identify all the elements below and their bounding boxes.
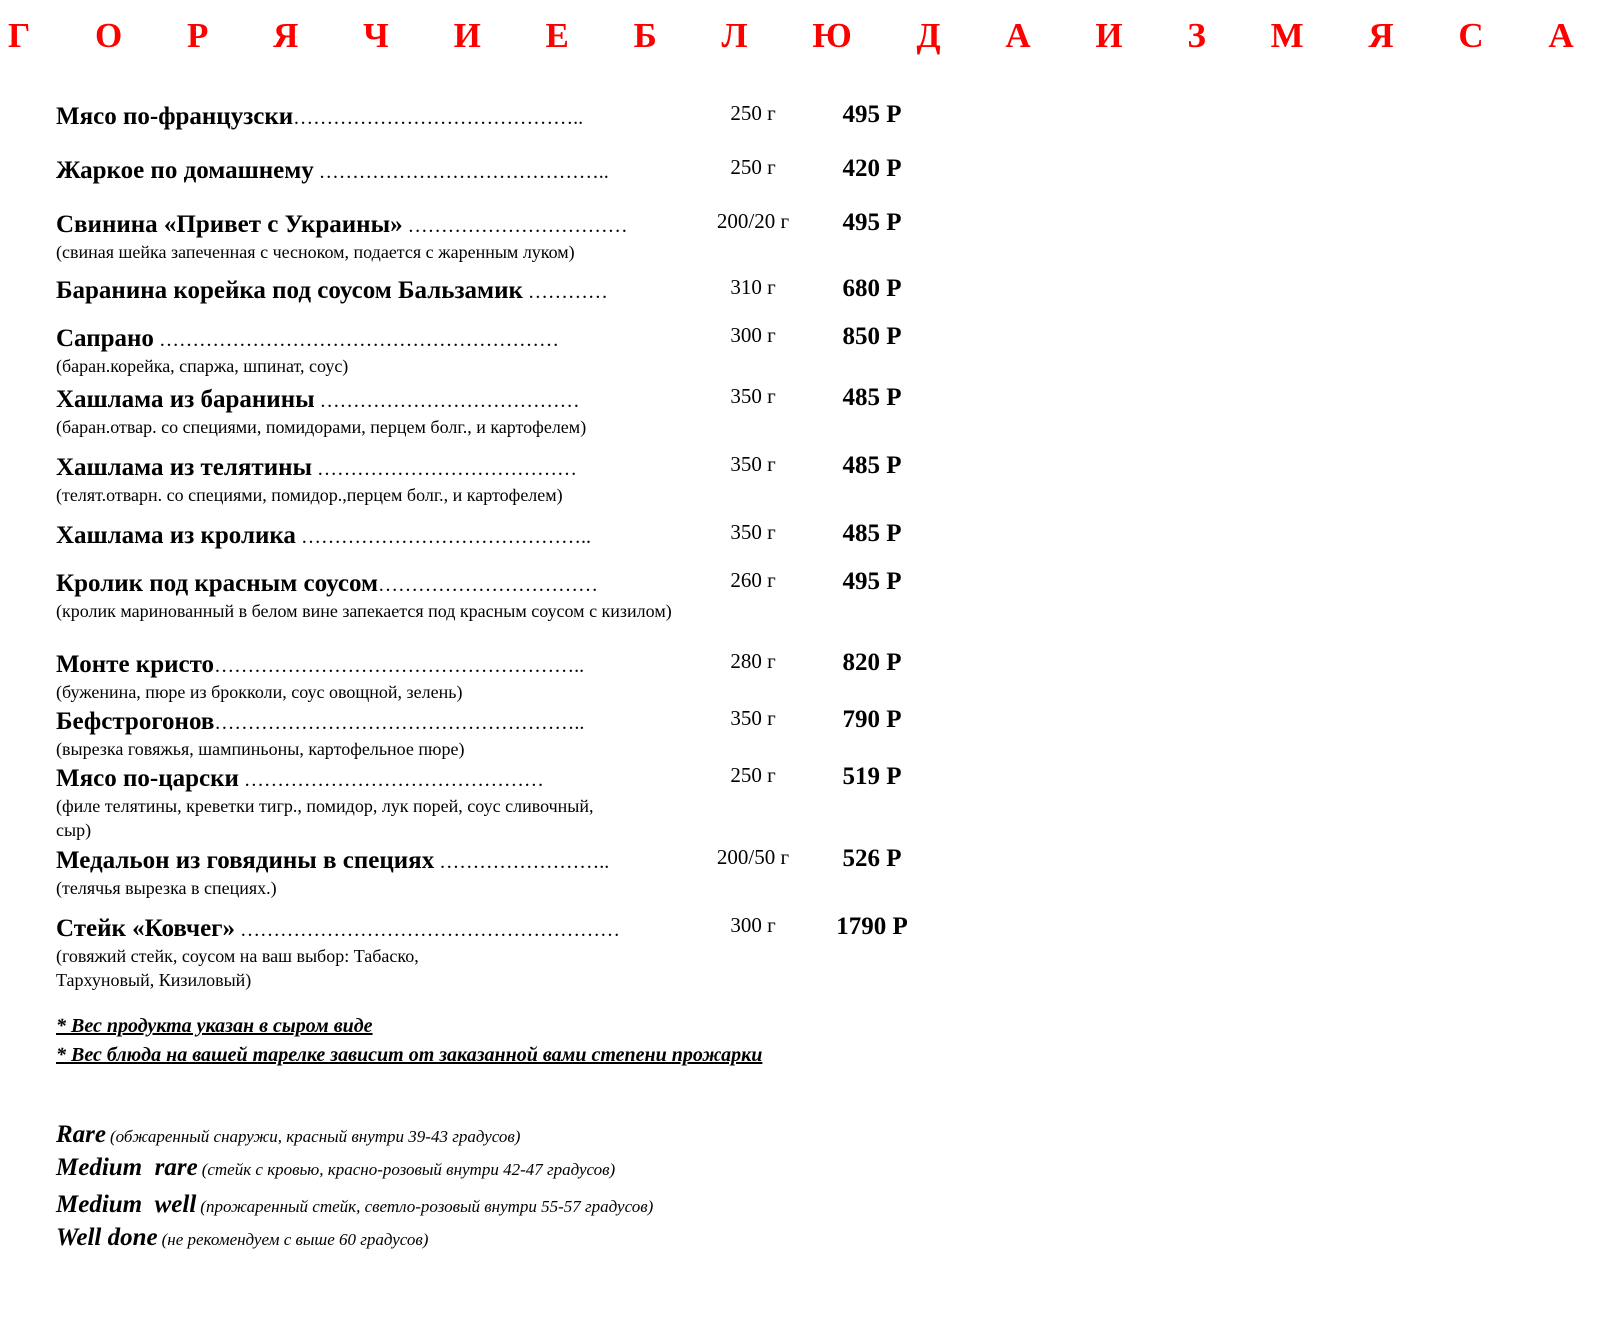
item-name-text: Жаркое по домашнему (56, 157, 314, 184)
item-description: (вырезка говяжья, шампиньоны, картофельное пюре) (56, 739, 465, 759)
item-name-text: Мясо по-царски (56, 765, 239, 792)
item-name-text: Баранина корейка под соусом Бальзамик (56, 277, 523, 304)
item-name (56, 569, 696, 600)
item-name (56, 210, 696, 241)
item-weight: 300 г (730, 323, 776, 347)
item-weight: 260 г (730, 568, 776, 592)
item-name (56, 102, 696, 133)
item-price: 495 Р (842, 101, 902, 128)
doneness-well-done (56, 1224, 916, 1252)
item-price: 485 Р (842, 520, 902, 547)
doneness-rare (56, 1121, 916, 1149)
item-weight: 350 г (730, 384, 776, 408)
item-weight: 310 г (730, 275, 776, 299)
item-description: (телячья вырезка в специях.) (56, 878, 277, 898)
item-price: 820 Р (842, 649, 902, 676)
item-name (56, 156, 696, 187)
item-price: 1790 Р (836, 913, 908, 940)
item-price: 850 Р (842, 323, 902, 350)
note-raw-weight: * Вес продукта указан в сыром виде (56, 1015, 373, 1037)
item-name-text: Хашлама из баранины (56, 386, 315, 413)
leader-dots: …………………………………………………… (153, 329, 559, 351)
doneness-medium-well (56, 1191, 916, 1219)
item-price: 680 Р (842, 275, 902, 302)
doneness-term: Rare (56, 1121, 106, 1148)
item-weight: 280 г (730, 649, 776, 673)
item-weight: 250 г (730, 155, 776, 179)
doneness-description: (прожаренный стейк, светло-розовый внутри 55-57 градусов) (200, 1197, 654, 1216)
item-name-text: Хашлама из кролика (56, 522, 296, 549)
item-description: (говяжий стейк, соусом на ваш выбор: Табаско, Тархуновый, Кизиловый) (56, 946, 419, 990)
leader-dots: ……………………………………………….. (214, 655, 585, 677)
leader-dots: ………………………………… (312, 458, 578, 480)
doneness-term: Medium well (56, 1191, 197, 1218)
item-price: 526 Р (842, 845, 902, 872)
item-weight: 350 г (730, 520, 776, 544)
note-plate-weight: * Вес блюда на вашей тарелке зависит от заказанной вами степени прожарки (56, 1044, 763, 1066)
leader-dots: ………………………………………………… (235, 919, 621, 941)
item-description: (свиная шейка запеченная с чесноком, подается с жаренным луком) (56, 242, 575, 262)
item-price: 485 Р (842, 384, 902, 411)
item-description: (баран.отвар. со специями, помидорами, перцем болг., и картофелем) (56, 417, 587, 437)
item-weight: 350 г (730, 706, 776, 730)
item-name (56, 914, 696, 945)
doneness-description: (не рекомендуем с выше 60 градусов) (161, 1230, 429, 1249)
notes-block (56, 1012, 856, 1070)
doneness-term: Medium rare (56, 1154, 198, 1181)
item-price: 790 Р (842, 706, 902, 733)
doneness-medium-rare (56, 1154, 916, 1182)
page-title: Г О Р Я Ч И Е Б Л Ю Д А И З М Я С А (8, 16, 1602, 55)
item-name (56, 707, 696, 738)
leader-dots: …………………………………….. (313, 161, 609, 183)
item-name (56, 324, 696, 355)
item-weight: 250 г (730, 763, 776, 787)
item-description: (буженина, пюре из брокколи, соус овощной, зелень) (56, 682, 463, 702)
leader-dots: ……………………………………… (238, 769, 544, 791)
doneness-term: Well done (56, 1224, 158, 1251)
leader-dots: …………………….. (434, 851, 610, 873)
item-name-text: Мясо по-французски (56, 103, 294, 130)
item-price: 485 Р (842, 452, 902, 479)
item-price: 420 Р (842, 155, 902, 182)
item-weight: 350 г (730, 452, 776, 476)
item-name (56, 453, 696, 484)
doneness-description: (стейк с кровью, красно-розовый внутри 42-47 градусов) (201, 1160, 616, 1179)
item-price: 519 Р (842, 763, 902, 790)
item-name (56, 650, 696, 681)
item-weight: 200/20 г (716, 209, 790, 233)
leader-dots: ………… (522, 281, 608, 303)
leader-dots: …………………………… (378, 574, 598, 596)
item-description: (телят.отварн. со специями, помидор.,перцем болг., и картофелем) (56, 485, 563, 505)
leader-dots: …………………………… (402, 215, 628, 237)
leader-dots: ………………………………… (314, 390, 580, 412)
item-name (56, 521, 696, 552)
item-weight: 300 г (730, 913, 776, 937)
leader-dots: …………………………………….. (295, 526, 591, 548)
item-description: (кролик маринованный в белом вине запекается под красным соусом с кизилом) (56, 601, 672, 621)
item-name-text: Кролик под красным соусом (56, 570, 378, 597)
leader-dots: ……………………………………………….. (214, 712, 585, 734)
item-name-text: Медальон из говядины в специях (56, 847, 435, 874)
item-price: 495 Р (842, 209, 902, 236)
item-description: (баран.корейка, спаржа, шпинат, соус) (56, 356, 349, 376)
item-name-text: Бефстрогонов (56, 708, 215, 735)
item-name (56, 385, 696, 416)
item-description: (филе телятины, креветки тигр., помидор, лук порей, соус сливочный, сыр) (56, 796, 594, 840)
item-name-text: Хашлама из телятины (56, 454, 313, 481)
item-name-text: Стейк «Ковчег» (56, 915, 236, 942)
item-name (56, 276, 696, 307)
item-name-text: Сапрано (56, 325, 154, 352)
doneness-description: (обжаренный снаружи, красный внутри 39-43 градусов) (110, 1127, 521, 1146)
item-name (56, 846, 696, 877)
item-name (56, 764, 696, 795)
item-weight: 200/50 г (716, 845, 790, 869)
item-name-text: Свинина «Привет с Украины» (56, 211, 403, 238)
item-name-text: Монте кристо (56, 651, 215, 678)
item-weight: 250 г (730, 101, 776, 125)
item-price: 495 Р (842, 568, 902, 595)
leader-dots: …………………………………….. (293, 107, 584, 129)
